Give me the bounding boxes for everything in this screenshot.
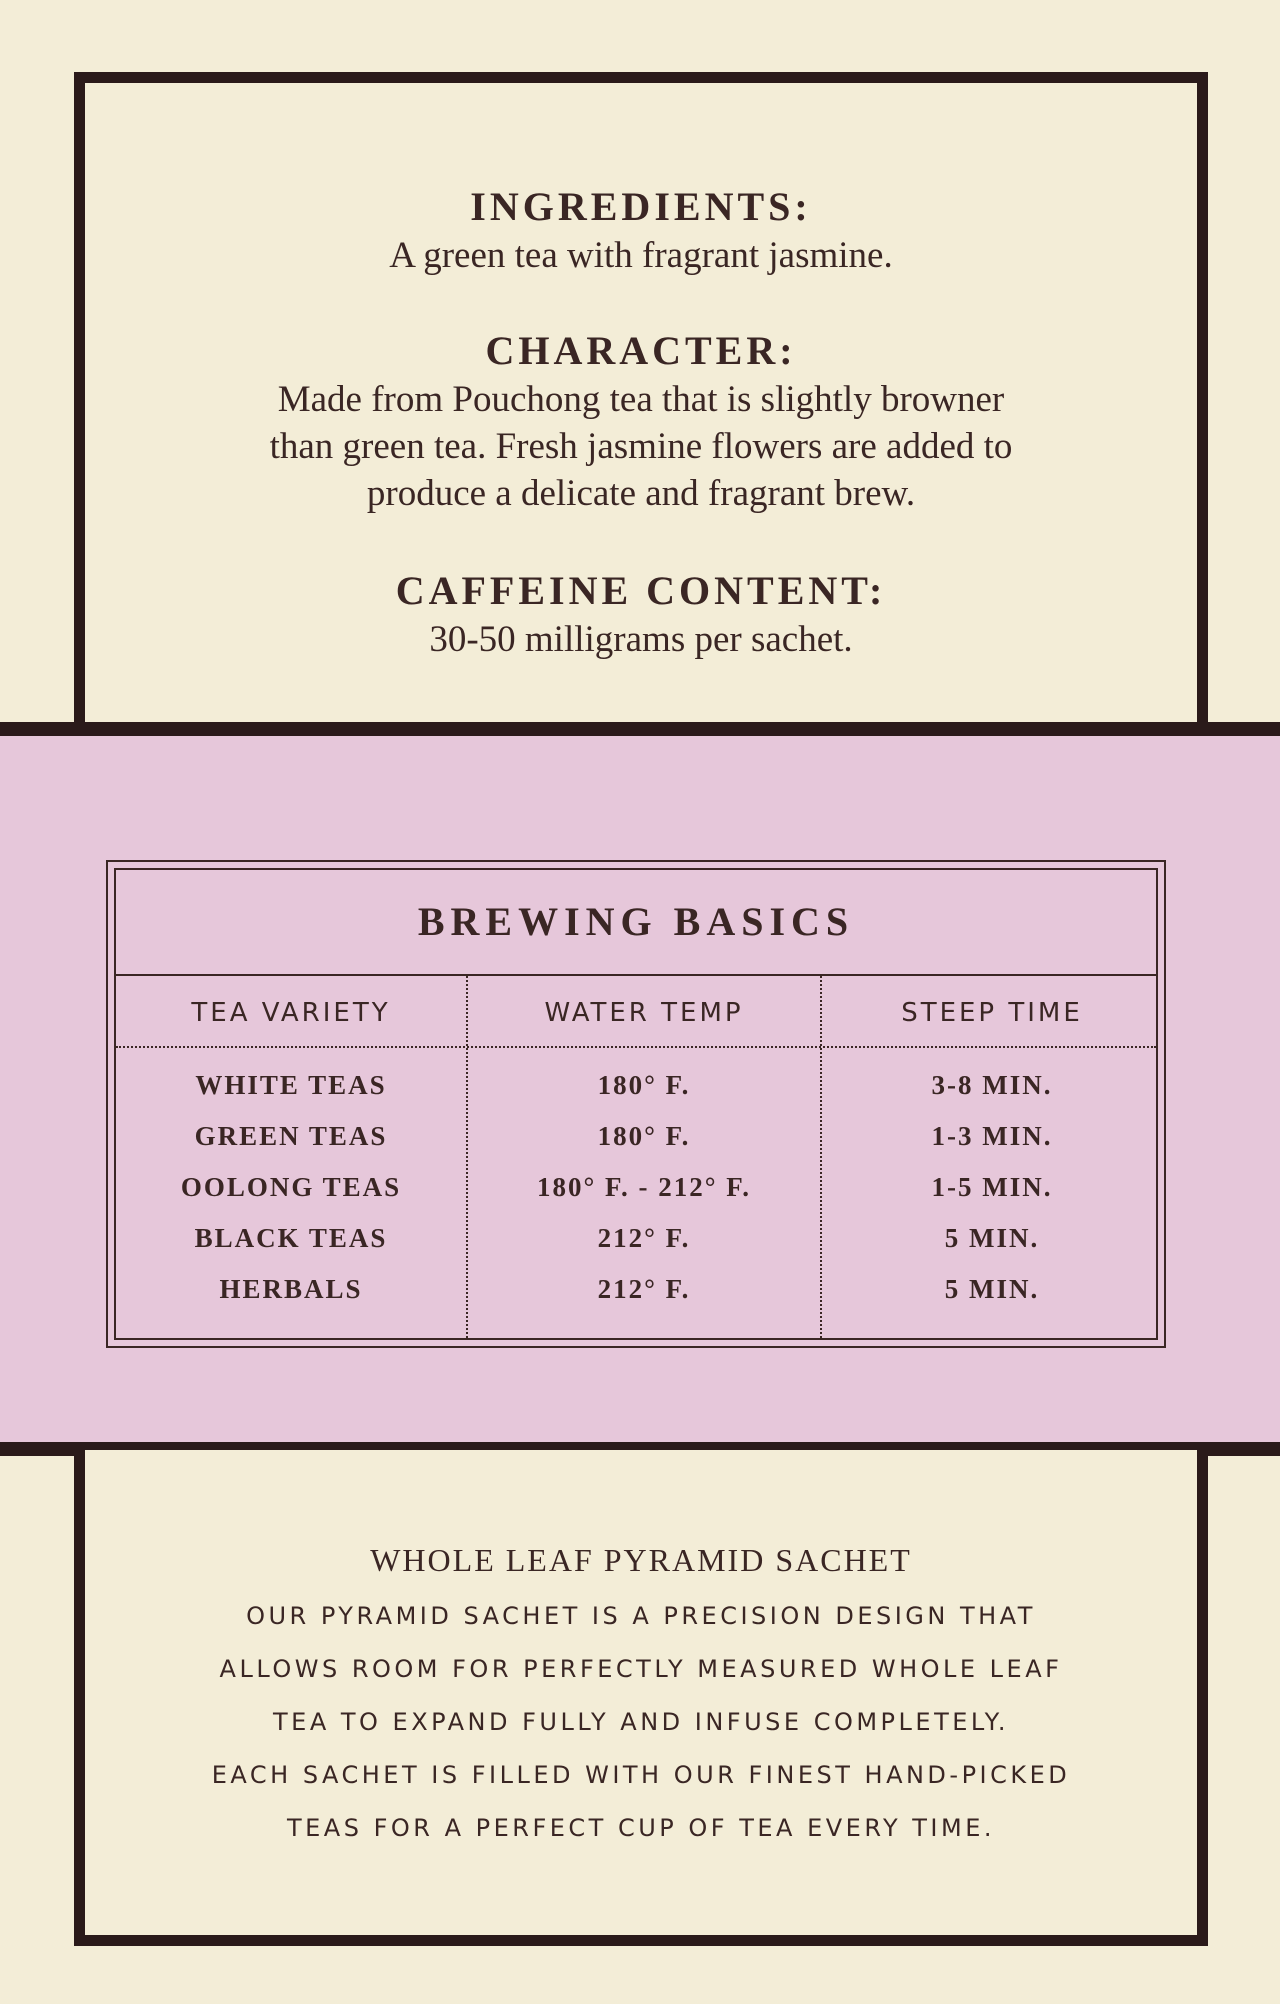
sachet-title: WHOLE LEAF PYRAMID SACHET — [370, 1542, 912, 1578]
table-row — [116, 1070, 1156, 1121]
sachet-line: ALLOWS ROOM FOR PERFECTLY MEASURED WHOLE LEAF — [219, 1655, 1063, 1683]
cell-time: 3-8 MIN. — [931, 1070, 1053, 1100]
brewing-band — [0, 722, 1280, 1456]
caffeine-text: 30-50 milligrams per sachet. — [429, 619, 853, 660]
info-panel — [74, 72, 1208, 740]
header-water-temp: WATER TEMP — [544, 998, 744, 1028]
character-heading: CHARACTER: — [485, 328, 797, 373]
caffeine-heading: CAFFEINE CONTENT: — [395, 568, 887, 613]
sachet-line: OUR PYRAMID SACHET IS A PRECISION DESIGN THAT — [246, 1602, 1036, 1630]
table-row — [116, 1223, 1156, 1274]
character-line: than green tea. Fresh jasmine flowers are added to — [269, 426, 1013, 467]
cell-temp: 180° F. - 212° F. — [536, 1172, 752, 1202]
cell-time: 5 MIN. — [944, 1274, 1040, 1304]
sachet-line: EACH SACHET IS FILLED WITH OUR FINEST HAND-PICKED — [211, 1761, 1071, 1789]
cell-time: 1-5 MIN. — [931, 1172, 1053, 1202]
sachet-description — [85, 1590, 1197, 1855]
sachet-line: TEAS FOR A PERFECT CUP OF TEA EVERY TIME. — [286, 1814, 995, 1842]
character-line: produce a delicate and fragrant brew. — [366, 473, 916, 514]
header-steep-time: STEEP TIME — [901, 998, 1083, 1028]
character-line: Made from Pouchong tea that is slightly browner — [277, 379, 1005, 420]
cell-variety: HERBALS — [219, 1274, 363, 1304]
cell-time: 1-3 MIN. — [931, 1121, 1053, 1151]
cell-time: 5 MIN. — [944, 1223, 1040, 1253]
character-section — [85, 327, 1197, 517]
cell-temp: 180° F. — [597, 1070, 691, 1100]
header-tea-variety: TEA VARIETY — [191, 998, 391, 1028]
header-divider — [116, 1046, 1156, 1048]
cell-variety: OOLONG TEAS — [180, 1172, 402, 1202]
caffeine-section — [85, 567, 1197, 663]
ingredients-heading: INGREDIENTS: — [470, 184, 812, 229]
cell-variety: GREEN TEAS — [194, 1121, 388, 1151]
cell-temp: 180° F. — [597, 1121, 691, 1151]
brewing-title: BREWING BASICS — [417, 899, 855, 944]
sachet-panel — [74, 1450, 1208, 1946]
sachet-line: TEA TO EXPAND FULLY AND INFUSE COMPLETELY. — [273, 1708, 1009, 1736]
character-text — [85, 376, 1197, 517]
brewing-table — [106, 860, 1166, 1348]
cell-variety: BLACK TEAS — [194, 1223, 388, 1253]
brewing-table-inner — [114, 868, 1158, 1340]
cell-temp: 212° F. — [597, 1274, 691, 1304]
table-row — [116, 1121, 1156, 1172]
table-row — [116, 1274, 1156, 1325]
cell-variety: WHITE TEAS — [195, 1070, 387, 1100]
ingredients-text: A green tea with fragrant jasmine. — [389, 235, 893, 276]
cell-temp: 212° F. — [597, 1223, 691, 1253]
title-divider — [116, 974, 1156, 976]
ingredients-section — [85, 183, 1197, 279]
table-row — [116, 1172, 1156, 1223]
